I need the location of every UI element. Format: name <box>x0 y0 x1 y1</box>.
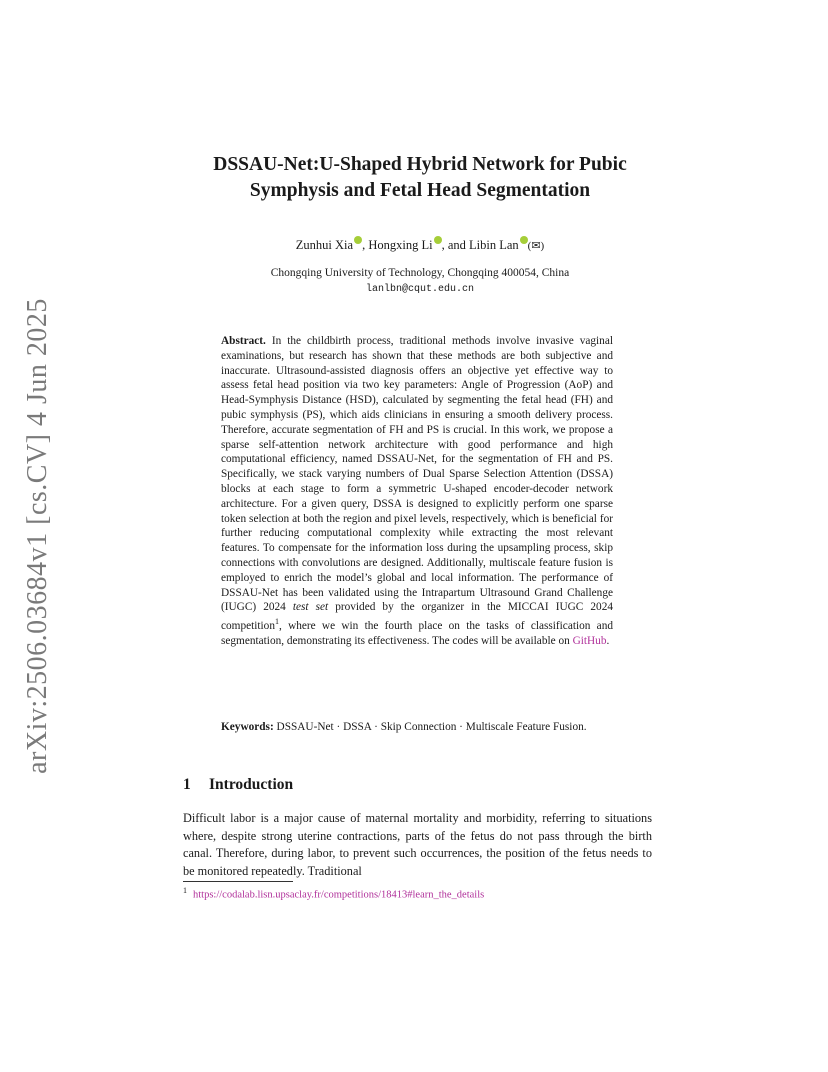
envelope-icon: (✉) <box>527 240 545 252</box>
author-list <box>140 236 700 253</box>
section-number: 1 <box>183 776 191 793</box>
section-heading <box>183 776 293 794</box>
footnote <box>183 886 484 901</box>
intro-paragraph: Difficult labor is a major cause of maternal mortality and morbidity, referring to situations where, despite strong uterine contractions, parts of the fetus do not pass through the birth canal. Therefore, during labor, to prevent such occurrences, the position of the fetus needs to be monitored repeatedly. Traditional <box>183 811 652 878</box>
footnote-divider <box>183 881 293 882</box>
abstract <box>221 334 613 649</box>
footnote-url-link[interactable]: https://codalab.lisn.upsaclay.fr/competitions/18413#learn_the_details <box>193 889 485 901</box>
github-link[interactable]: GitHub <box>572 634 607 647</box>
abstract-label: Abstract. <box>221 335 266 347</box>
author-1: Zunhui Xia <box>295 238 354 252</box>
author-separator: , <box>362 238 369 252</box>
author-email[interactable]: lanlbn@cqut.edu.cn <box>365 284 475 295</box>
abstract-text-2: provided by the organizer in the MICCAI IUGC 2024 competition <box>221 601 613 632</box>
keywords-label: Keywords: <box>221 721 274 733</box>
orcid-icon[interactable] <box>354 236 362 244</box>
title-line-2: Symphysis and Fetal Head Segmentation <box>249 180 591 201</box>
paper-title <box>140 152 700 204</box>
affiliation: Chongqing University of Technology, Chongqing 400054, China <box>270 267 570 279</box>
footnote-mark[interactable]: 1 <box>274 617 279 627</box>
footnote-number: 1 <box>183 886 187 895</box>
keywords <box>221 720 613 735</box>
arxiv-id-text: arXiv:2506.03684v1 [cs.CV] 4 Jun 2025 <box>22 298 53 774</box>
orcid-icon[interactable] <box>520 236 528 244</box>
orcid-icon[interactable] <box>434 236 442 244</box>
author-2: Hongxing Li <box>368 238 433 252</box>
abstract-italic: test set <box>292 601 329 614</box>
title-line-1: DSSAU-Net:U-Shaped Hybrid Network for Pubic <box>213 154 627 175</box>
keywords-text: DSSAU-Net · DSSA · Skip Connection · Multiscale Feature Fusion. <box>273 721 587 733</box>
abstract-text-1: In the childbirth process, traditional methods involve invasive vaginal examinations, but research has shown that these methods are both subjective and inaccurate. Ultrasound-assisted diagnosis offers an objective yet effective way to assess fetal head position via two key parameters: Angle of Progression (AoP) and Head-Symphysis Distance (HSD), calculated by segmenting the fetal head (FH) and pubic symphysis (PS), which aids clinicians in ensuring a smooth delivery process. Therefore, accurate segmentation of FH and PS is crucial. In this work, we propose a sparse self-attention network architecture with good performance and high computational efficiency, named DSSAU-Net, for the segmentation of FH and PS. Specifically, we stack varying numbers of Dual Sparse Selection Attention (DSSA) blocks at each stage to form a symmetric U-shaped encoder-decoder network architecture. For a given query, DSSA is designed to explicitly perform one sparse token selection at both the region and pixel levels, respectively, which is beneficial for further reducing computational complexity while extracting the most relevant features. To compensate for the information loss during the upsampling process, skip connections with convolutions are designed. Additionally, multiscale feature fusion is employed to enrich the model’s global and local information. The performance of DSSAU-Net has been validated using the Intrapartum Ultrasound Grand Challenge (IUGC) 2024 <box>221 335 613 614</box>
abstract-end: . <box>606 634 610 647</box>
abstract-text-3: , where we win the fourth place on the tasks of classification and segmentation, demonstrating its effectiveness. The codes will be available on <box>221 619 613 647</box>
section-title: Introduction <box>209 776 294 793</box>
author-3: , and Libin Lan <box>441 238 519 252</box>
arxiv-identifier-stamp <box>18 298 58 774</box>
